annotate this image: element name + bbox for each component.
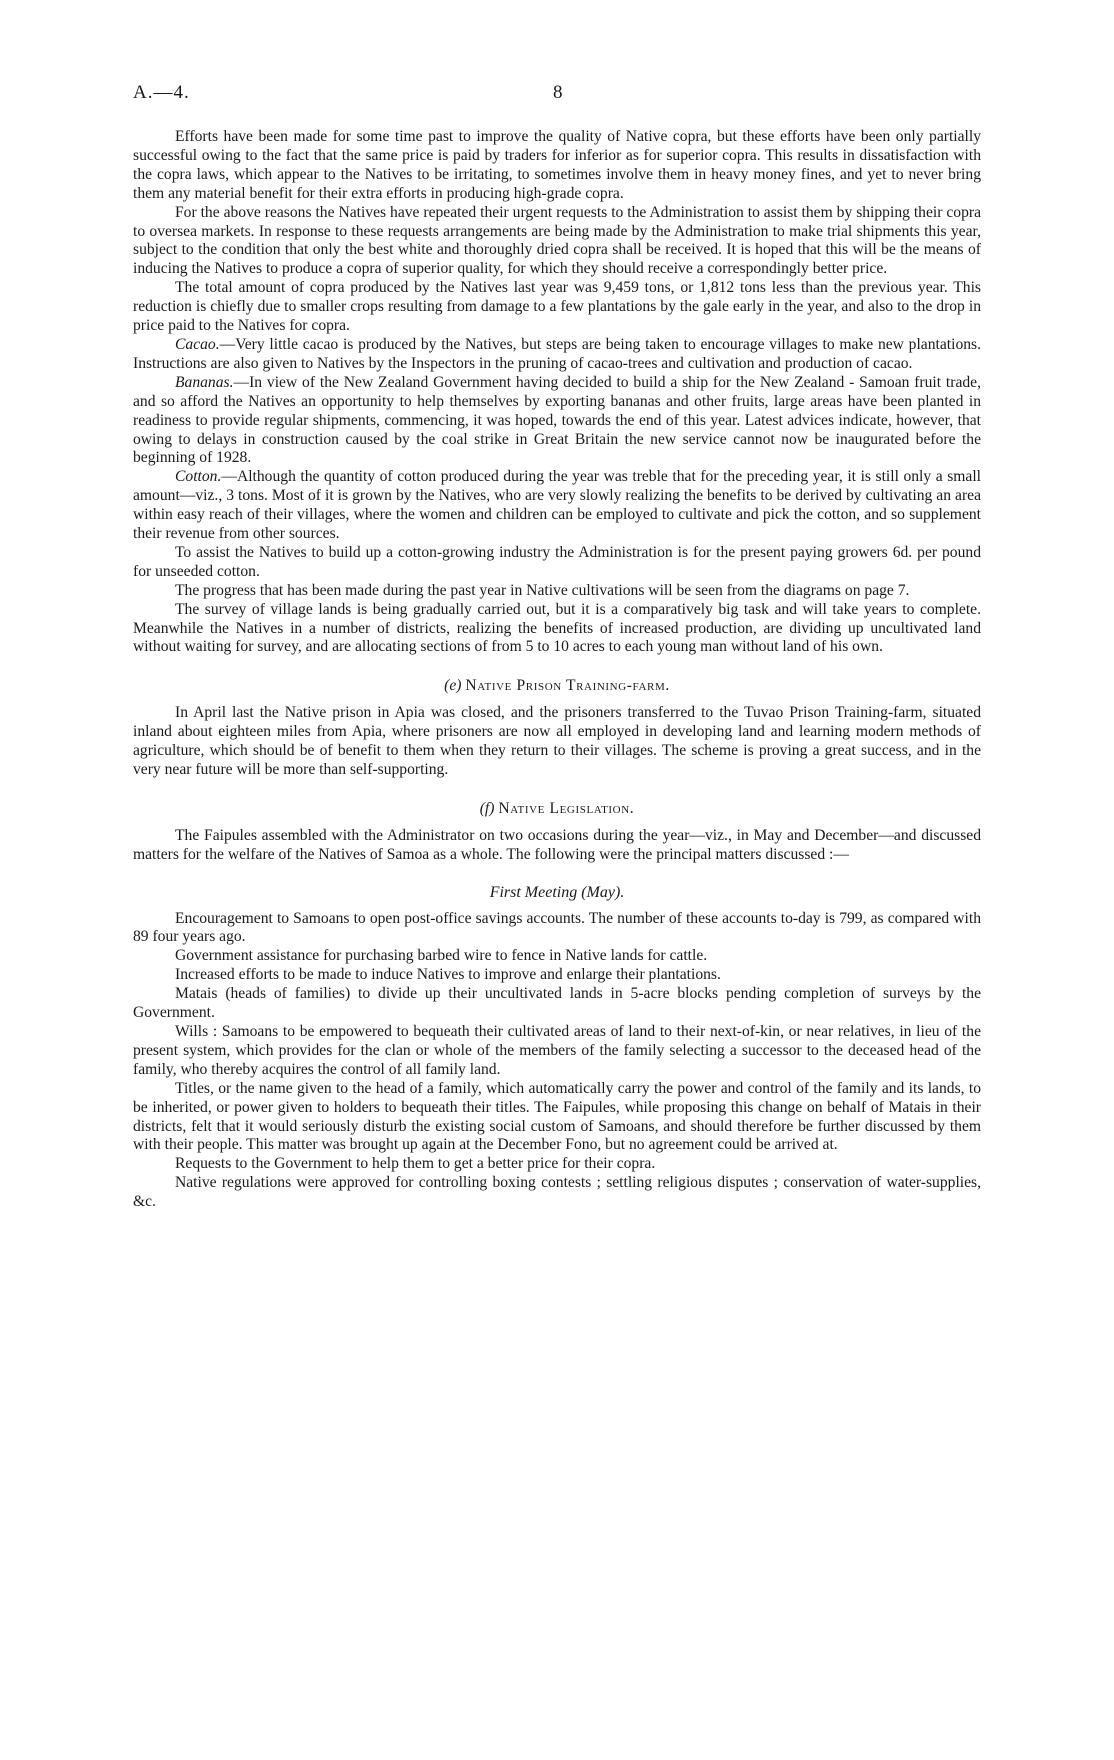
paragraph: The Faipules assembled with the Administrator on two occasions during the year—viz., in May and December—and discussed matters for the welfare of the Natives of Samoa as a whole. The following were the principal matters discussed :— [133,826,981,863]
paragraph: For the above reasons the Natives have repeated their urgent requests to the Administration to assist them by shipping their copra to oversea markets. In response to these requests arrangements are being made by the Administration to make trial shipments this year, subject to the condition that only the best white and thoroughly dried copra shall be received. It is hoped that this will be the means of inducing the Natives to produce a copra of superior quality, for which they should receive a correspondingly better price. [133,203,981,278]
list-item: Government assistance for purchasing barbed wire to fence in Native lands for cattle. [175,947,708,965]
subsection-heading: First Meeting (May). [489,883,625,901]
bananas-heading: Bananas. [175,373,234,391]
list-item: Increased efforts to be made to induce Natives to improve and enlarge their plantations. [175,966,721,984]
page-number: 8 [553,82,563,103]
cacao-text: —Very little cacao is produced by the Natives, but steps are being taken to encourage villages to make new plantations. Instructions are also given to Natives by the Inspectors in the pruning of cacao-trees and cultivation and production of cacao. [133,335,981,372]
bananas-text: —In view of the New Zealand Government having decided to build a ship for the New Zealand - Samoan fruit trade, and so afford the Natives an opportunity to help themselves by exporting bananas and other fruits, large areas have been planted in readiness to provide regular shipments, commencing, it was hoped, towards the end of this year. Latest advices indicate, however, that owing to delays in construction caused by the coal strike in Great Britain the new service cannot now be inaugurated before the beginning of 1928. [133,373,981,467]
list-item: Requests to the Government to help them to get a better price for their copra. [175,1155,656,1173]
section-heading-f [133,800,981,819]
cacao-paragraph [133,336,981,374]
bananas-paragraph [133,374,981,469]
paragraph: The total amount of copra produced by the Natives last year was 9,459 tons, or 1,812 tons less than the previous year. This reduction is chiefly due to smaller crops resulting from damage to a few plantations by the gale early in the year, and also to the drop in price paid to the Natives for copra. [133,279,981,335]
cacao-heading: Cacao. [175,335,220,353]
page-header [133,82,994,106]
paragraph: Efforts have been made for some time past to improve the quality of Native copra, but these efforts have been only partially successful owing to the fact that the same price is paid by traders for inferior as for superior copra. This results in dissatisfaction with the copra laws, which appear to the Natives to be irritating, to sometimes involve them in heavy money fines, and yet to never bring them any material benefit for their extra efforts in producing high-grade copra. [133,128,981,202]
section-heading-e [133,677,981,696]
paragraph: The progress that has been made during the past year in Native cultivations will be seen from the diagrams on page 7. [175,581,910,599]
cotton-text: —Although the quantity of cotton produced during the year was treble that for the preceding year, it is still only a small amount—viz., 3 tons. Most of it is grown by the Natives, who are very slowly realizing the benefits to be derived by cultivating an area within easy reach of their villages, where the women and children can be employed to cultivate and pick the cotton, and so supplement their revenue from other sources. [133,468,981,543]
list-item: Wills : Samoans to be empowered to bequeath their cultivated areas of land to their next-of-kin, or near relatives, in lieu of the present system, which provides for the clan or whole of the members of the family selecting a successor to the deceased head of the family, who thereby acquires the control of all family land. [133,1022,981,1078]
list-item: Encouragement to Samoans to open post-office savings accounts. The number of these accounts to-day is 799, as compared with 89 four years ago. [133,909,981,946]
section-title: Native Prison Training-farm. [465,677,670,695]
paragraph: The survey of village lands is being gradually carried out, but it is a comparatively big task and will take years to complete. Meanwhile the Natives in a number of districts, realizing the benefits of increased production, are dividing up uncultivated land without waiting for survey, and are allocating sections of from 5 to 10 acres to each young man without land of his own. [133,600,981,656]
section-title: Native Legislation. [498,799,635,817]
cotton-heading: Cotton. [175,468,222,486]
list-item: Titles, or the name given to the head of a family, which automatically carry the power and control of the family and its lands, to be inherited, or power given to holders to bequeath their titles. The Faipules, while proposing this change on behalf of Matais in their districts, felt that it would seriously disturb the existing social custom of Samoans, and should therefore be further discussed by them with their people. This matter was brought up again at the December Fono, but no agreement could be arrived at. [133,1079,981,1154]
paragraph: In April last the Native prison in Apia was closed, and the prisoners transferred to the Tuvao Prison Training-farm, situated inland about eighteen miles from Apia, where prisoners are now all employed in developing land and learning modern methods of agriculture, which should be of benefit to them when they return to their villages. The scheme is proving a great success, and in the very near future will be more than self-supporting. [133,704,981,778]
page-body [133,128,981,1212]
section-letter: (f) [479,799,495,817]
cotton-paragraph [133,468,981,544]
list-item: Matais (heads of families) to divide up their uncultivated lands in 5-acre blocks pending completion of surveys by the Government. [133,985,981,1022]
document-code: A.—4. [133,82,190,103]
paragraph: To assist the Natives to build up a cotton-growing industry the Administration is for the present paying growers 6d. per pound for unseeded cotton. [133,543,981,580]
section-letter: (e) [444,677,462,695]
list-item: Native regulations were approved for controlling boxing contests ; settling religious disputes ; conservation of water-supplies, &c. [133,1174,981,1211]
